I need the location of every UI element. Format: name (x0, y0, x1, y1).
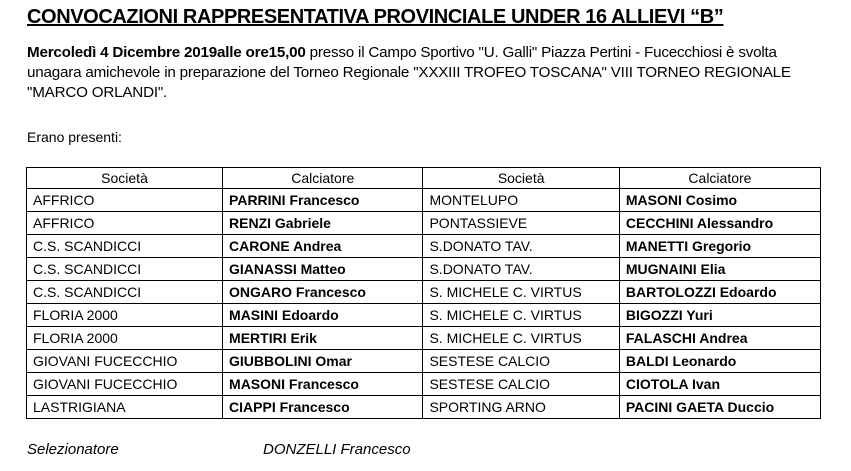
club-left-cell: GIOVANI FUCECCHIO (27, 373, 223, 396)
table-row (27, 235, 821, 258)
player-left-cell: ONGARO Francesco (223, 281, 423, 304)
club-left-cell: C.S. SCANDICCI (27, 281, 223, 304)
player-right-cell: BALDI Leonardo (619, 350, 820, 373)
club-left-cell: C.S. SCANDICCI (27, 258, 223, 281)
club-right-cell: SESTESE CALCIO (423, 373, 619, 396)
roster-body (27, 189, 821, 419)
club-right-cell: SESTESE CALCIO (423, 350, 619, 373)
present-label: Erano presenti: (27, 129, 122, 145)
club-right-cell: S. MICHELE C. VIRTUS (423, 281, 619, 304)
table-row (27, 373, 821, 396)
player-left-cell: CARONE Andrea (223, 235, 423, 258)
club-right-cell: S. MICHELE C. VIRTUS (423, 304, 619, 327)
coach-name: DONZELLI Francesco (263, 441, 411, 458)
player-left-cell: PARRINI Francesco (223, 189, 423, 212)
intro-text: presso il Campo Sportivo "U. Galli" Piazza Pertini - Fucecchiosi è svolta unagara amichevole in preparazione del Torneo Regionale "XXXIII TROFEO TOSCANA" VIII TORNEO REGIONALE "MARCO ORLANDI". (27, 44, 791, 101)
club-right-cell: PONTASSIEVE (423, 212, 619, 235)
table-header-row (27, 168, 821, 189)
player-right-cell: BIGOZZI Yuri (619, 304, 820, 327)
club-left-cell: FLORIA 2000 (27, 327, 223, 350)
club-right-cell: S.DONATO TAV. (423, 258, 619, 281)
header-club-left: Società (27, 168, 223, 189)
table-row (27, 281, 821, 304)
player-right-cell: MASONI Cosimo (619, 189, 820, 212)
player-right-cell: CECCHINI Alessandro (619, 212, 820, 235)
club-right-cell: MONTELUPO (423, 189, 619, 212)
table-row (27, 396, 821, 419)
player-left-cell: CIAPPI Francesco (223, 396, 423, 419)
table-row (27, 304, 821, 327)
table-row (27, 350, 821, 373)
player-left-cell: MASONI Francesco (223, 373, 423, 396)
club-left-cell: LASTRIGIANA (27, 396, 223, 419)
player-left-cell: MERTIRI Erik (223, 327, 423, 350)
club-left-cell: FLORIA 2000 (27, 304, 223, 327)
club-left-cell: GIOVANI FUCECCHIO (27, 350, 223, 373)
player-left-cell: GIANASSI Matteo (223, 258, 423, 281)
club-left-cell: AFFRICO (27, 212, 223, 235)
club-left-cell: C.S. SCANDICCI (27, 235, 223, 258)
player-left-cell: MASINI Edoardo (223, 304, 423, 327)
player-left-cell: RENZI Gabriele (223, 212, 423, 235)
header-player-right: Calciatore (619, 168, 820, 189)
table-row (27, 212, 821, 235)
header-player-left: Calciatore (223, 168, 423, 189)
table-row (27, 258, 821, 281)
club-right-cell: SPORTING ARNO (423, 396, 619, 419)
club-right-cell: S. MICHELE C. VIRTUS (423, 327, 619, 350)
intro-date-time: Mercoledì 4 Dicembre 2019alle ore15,00 (27, 44, 306, 61)
club-left-cell: AFFRICO (27, 189, 223, 212)
player-right-cell: FALASCHI Andrea (619, 327, 820, 350)
table-row (27, 189, 821, 212)
player-right-cell: CIOTOLA Ivan (619, 373, 820, 396)
club-right-cell: S.DONATO TAV. (423, 235, 619, 258)
coach-role: Selezionatore (27, 441, 119, 458)
table-row (27, 327, 821, 350)
player-left-cell: GIUBBOLINI Omar (223, 350, 423, 373)
page-title: CONVOCAZIONI RAPPRESENTATIVA PROVINCIALE UNDER 16 ALLIEVI “B” (27, 6, 724, 28)
roster-table (26, 167, 821, 419)
player-right-cell: MANETTI Gregorio (619, 235, 820, 258)
intro-paragraph (27, 43, 827, 103)
player-right-cell: BARTOLOZZI Edoardo (619, 281, 820, 304)
player-right-cell: MUGNAINI Elia (619, 258, 820, 281)
player-right-cell: PACINI GAETA Duccio (619, 396, 820, 419)
header-club-right: Società (423, 168, 619, 189)
